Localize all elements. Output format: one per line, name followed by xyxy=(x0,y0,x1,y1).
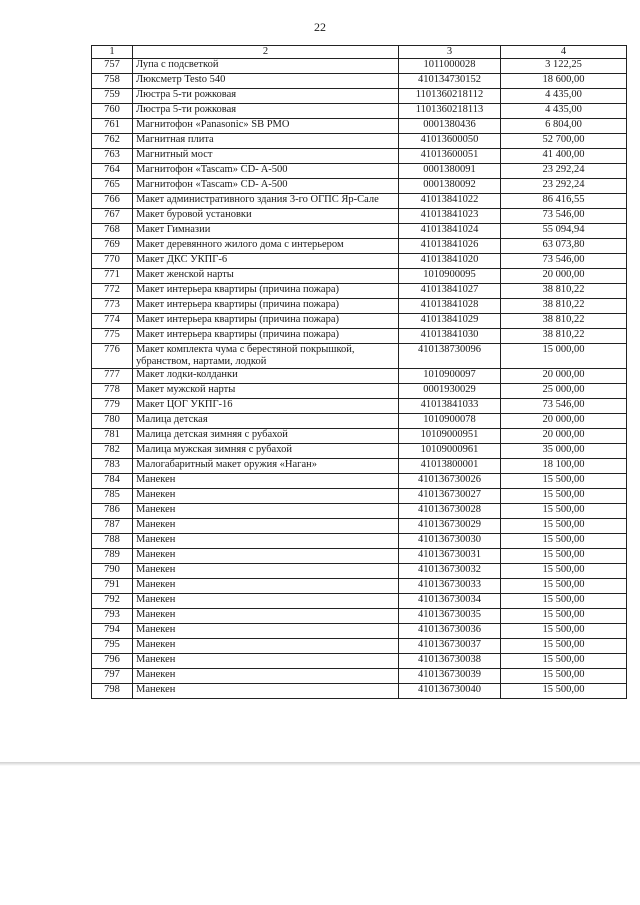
cost-cell: 38 810,22 xyxy=(501,314,627,329)
table-row xyxy=(92,684,627,699)
item-name-cell: Манекен xyxy=(133,684,399,699)
table-row xyxy=(92,209,627,224)
row-number-cell: 765 xyxy=(92,179,133,194)
row-number-cell: 797 xyxy=(92,669,133,684)
item-name-cell: Макет интерьера квартиры (причина пожара) xyxy=(133,284,399,299)
cost-cell: 4 435,00 xyxy=(501,104,627,119)
table-row xyxy=(92,639,627,654)
item-name-cell: Магнитофон «Panasonic» SB PMO xyxy=(133,119,399,134)
inventory-code-cell: 410136730030 xyxy=(399,534,501,549)
page-number: 22 xyxy=(314,20,326,34)
row-number-cell: 790 xyxy=(92,564,133,579)
item-name-cell: Манекен xyxy=(133,609,399,624)
inventory-code-cell: 41013841026 xyxy=(399,239,501,254)
table-row xyxy=(92,369,627,384)
row-number-cell: 763 xyxy=(92,149,133,164)
inventory-code-cell: 410134730152 xyxy=(399,74,501,89)
table-row xyxy=(92,254,627,269)
table-row xyxy=(92,579,627,594)
table-row xyxy=(92,549,627,564)
table-row xyxy=(92,89,627,104)
cost-cell: 38 810,22 xyxy=(501,299,627,314)
table-row xyxy=(92,414,627,429)
inventory-code-cell: 410136730038 xyxy=(399,654,501,669)
inventory-code-cell: 10109000951 xyxy=(399,429,501,444)
row-number-cell: 778 xyxy=(92,384,133,399)
cost-cell: 15 500,00 xyxy=(501,654,627,669)
item-name-cell: Малица мужская зимняя с рубахой xyxy=(133,444,399,459)
table-row xyxy=(92,564,627,579)
table-row xyxy=(92,134,627,149)
item-name-cell: Малица детская xyxy=(133,414,399,429)
item-name-cell: Люксметр Testo 540 xyxy=(133,74,399,89)
inventory-code-cell: 41013600051 xyxy=(399,149,501,164)
row-number-cell: 759 xyxy=(92,89,133,104)
row-number-cell: 760 xyxy=(92,104,133,119)
row-number-cell: 769 xyxy=(92,239,133,254)
item-name-cell: Макет женской нарты xyxy=(133,269,399,284)
cost-cell: 23 292,24 xyxy=(501,164,627,179)
cost-cell: 15 000,00 xyxy=(501,344,627,369)
table-row xyxy=(92,594,627,609)
cost-cell: 38 810,22 xyxy=(501,284,627,299)
inventory-code-cell: 410136730028 xyxy=(399,504,501,519)
cost-cell: 20 000,00 xyxy=(501,429,627,444)
row-number-cell: 762 xyxy=(92,134,133,149)
row-number-cell: 782 xyxy=(92,444,133,459)
table-row xyxy=(92,299,627,314)
row-number-cell: 758 xyxy=(92,74,133,89)
inventory-code-cell: 410136730032 xyxy=(399,564,501,579)
cost-cell: 52 700,00 xyxy=(501,134,627,149)
cost-cell: 73 546,00 xyxy=(501,399,627,414)
table-row xyxy=(92,74,627,89)
table-row xyxy=(92,329,627,344)
item-name-cell: Манекен xyxy=(133,504,399,519)
cost-cell: 15 500,00 xyxy=(501,564,627,579)
item-name-cell: Манекен xyxy=(133,669,399,684)
table-row xyxy=(92,519,627,534)
table-row xyxy=(92,239,627,254)
page-edge xyxy=(0,762,640,766)
item-name-cell: Макет деревянного жилого дома с интерьером xyxy=(133,239,399,254)
table-row xyxy=(92,59,627,74)
item-name-cell: Макет интерьера квартиры (причина пожара) xyxy=(133,299,399,314)
table-row xyxy=(92,534,627,549)
cost-cell: 15 500,00 xyxy=(501,549,627,564)
cost-cell: 63 073,80 xyxy=(501,239,627,254)
row-number-cell: 786 xyxy=(92,504,133,519)
row-number-cell: 785 xyxy=(92,489,133,504)
inventory-code-cell: 410136730031 xyxy=(399,549,501,564)
table-row xyxy=(92,624,627,639)
row-number-cell: 798 xyxy=(92,684,133,699)
item-name-cell: Манекен xyxy=(133,519,399,534)
row-number-cell: 784 xyxy=(92,474,133,489)
inventory-code-cell: 41013841024 xyxy=(399,224,501,239)
item-name-cell: Малица детская зимняя с рубахой xyxy=(133,429,399,444)
table-row xyxy=(92,399,627,414)
row-number-cell: 774 xyxy=(92,314,133,329)
item-name-cell: Манекен xyxy=(133,564,399,579)
inventory-code-cell: 0001380092 xyxy=(399,179,501,194)
item-name-cell: Люстра 5-ти рожковая xyxy=(133,104,399,119)
item-name-cell: Макет интерьера квартиры (причина пожара) xyxy=(133,329,399,344)
cost-cell: 20 000,00 xyxy=(501,414,627,429)
row-number-cell: 781 xyxy=(92,429,133,444)
row-number-cell: 768 xyxy=(92,224,133,239)
cost-cell: 15 500,00 xyxy=(501,684,627,699)
item-name-cell: Макет Гимназии xyxy=(133,224,399,239)
cost-cell: 3 122,25 xyxy=(501,59,627,74)
item-name-cell: Макет административного здания 3-го ОГПС Яр-Сале xyxy=(133,194,399,209)
inventory-code-cell: 41013841033 xyxy=(399,399,501,414)
inventory-table xyxy=(91,45,627,699)
header-row xyxy=(92,46,627,59)
table-row xyxy=(92,444,627,459)
table-row xyxy=(92,269,627,284)
column-header-cost: 4 xyxy=(501,46,627,59)
inventory-code-cell: 410136730027 xyxy=(399,489,501,504)
inventory-code-cell: 41013841023 xyxy=(399,209,501,224)
table-row xyxy=(92,119,627,134)
item-name-cell: Манекен xyxy=(133,474,399,489)
cost-cell: 15 500,00 xyxy=(501,519,627,534)
inventory-code-cell: 41013841027 xyxy=(399,284,501,299)
item-name-cell: Лупа с подсветкой xyxy=(133,59,399,74)
table-row xyxy=(92,384,627,399)
inventory-code-cell: 41013841030 xyxy=(399,329,501,344)
item-name-cell: Макет лодки-колданки xyxy=(133,369,399,384)
table-row xyxy=(92,504,627,519)
table-row xyxy=(92,609,627,624)
row-number-cell: 796 xyxy=(92,654,133,669)
table-row xyxy=(92,344,627,369)
item-name-cell: Магнитная плита xyxy=(133,134,399,149)
cost-cell: 73 546,00 xyxy=(501,254,627,269)
item-name-cell: Люстра 5-ти рожковая xyxy=(133,89,399,104)
item-name-cell: Манекен xyxy=(133,639,399,654)
inventory-code-cell: 410136730029 xyxy=(399,519,501,534)
cost-cell: 20 000,00 xyxy=(501,269,627,284)
cost-cell: 41 400,00 xyxy=(501,149,627,164)
column-header-number: 1 xyxy=(92,46,133,59)
table-header xyxy=(92,46,627,59)
item-name-cell: Макет буровой установки xyxy=(133,209,399,224)
inventory-code-cell: 1010900078 xyxy=(399,414,501,429)
cost-cell: 23 292,24 xyxy=(501,179,627,194)
cost-cell: 6 804,00 xyxy=(501,119,627,134)
cost-cell: 20 000,00 xyxy=(501,369,627,384)
cost-cell: 15 500,00 xyxy=(501,474,627,489)
inventory-code-cell: 41013841020 xyxy=(399,254,501,269)
inventory-code-cell: 0001380436 xyxy=(399,119,501,134)
inventory-code-cell: 410136730033 xyxy=(399,579,501,594)
cost-cell: 15 500,00 xyxy=(501,639,627,654)
row-number-cell: 788 xyxy=(92,534,133,549)
cost-cell: 4 435,00 xyxy=(501,89,627,104)
item-name-cell: Малогабаритный макет оружия «Наган» xyxy=(133,459,399,474)
inventory-code-cell: 410136730026 xyxy=(399,474,501,489)
item-name-cell: Макет мужской нарты xyxy=(133,384,399,399)
inventory-code-cell: 1101360218113 xyxy=(399,104,501,119)
item-name-cell: Манекен xyxy=(133,489,399,504)
inventory-code-cell: 41013841029 xyxy=(399,314,501,329)
cost-cell: 15 500,00 xyxy=(501,489,627,504)
cost-cell: 73 546,00 xyxy=(501,209,627,224)
inventory-code-cell: 41013841022 xyxy=(399,194,501,209)
row-number-cell: 773 xyxy=(92,299,133,314)
cost-cell: 15 500,00 xyxy=(501,504,627,519)
inventory-code-cell: 41013600050 xyxy=(399,134,501,149)
item-name-cell: Манекен xyxy=(133,624,399,639)
cost-cell: 15 500,00 xyxy=(501,624,627,639)
row-number-cell: 780 xyxy=(92,414,133,429)
table-row xyxy=(92,149,627,164)
cost-cell: 15 500,00 xyxy=(501,669,627,684)
table-row xyxy=(92,459,627,474)
row-number-cell: 770 xyxy=(92,254,133,269)
inventory-code-cell: 10109000961 xyxy=(399,444,501,459)
cost-cell: 55 094,94 xyxy=(501,224,627,239)
row-number-cell: 791 xyxy=(92,579,133,594)
row-number-cell: 771 xyxy=(92,269,133,284)
item-name-cell: Магнитный мост xyxy=(133,149,399,164)
table-body xyxy=(92,59,627,699)
item-name-cell: Макет интерьера квартиры (причина пожара) xyxy=(133,314,399,329)
row-number-cell: 766 xyxy=(92,194,133,209)
item-name-cell: Манекен xyxy=(133,594,399,609)
inventory-code-cell: 1010900095 xyxy=(399,269,501,284)
row-number-cell: 794 xyxy=(92,624,133,639)
row-number-cell: 777 xyxy=(92,369,133,384)
row-number-cell: 775 xyxy=(92,329,133,344)
row-number-cell: 776 xyxy=(92,344,133,369)
item-name-cell: Макет ЦОГ УКПГ-16 xyxy=(133,399,399,414)
inventory-code-cell: 0001930029 xyxy=(399,384,501,399)
cost-cell: 15 500,00 xyxy=(501,534,627,549)
table-row xyxy=(92,654,627,669)
table-row xyxy=(92,104,627,119)
cost-cell: 38 810,22 xyxy=(501,329,627,344)
row-number-cell: 792 xyxy=(92,594,133,609)
inventory-code-cell: 41013841028 xyxy=(399,299,501,314)
item-name-cell: Манекен xyxy=(133,579,399,594)
inventory-code-cell: 410136730037 xyxy=(399,639,501,654)
row-number-cell: 779 xyxy=(92,399,133,414)
column-header-inventory-code: 3 xyxy=(399,46,501,59)
cost-cell: 18 100,00 xyxy=(501,459,627,474)
inventory-code-cell: 1101360218112 xyxy=(399,89,501,104)
inventory-code-cell: 410138730096 xyxy=(399,344,501,369)
item-name-cell: Манекен xyxy=(133,534,399,549)
item-name-cell: Макет комплекта чума с берестяной покрышкой, убранством, нартами, лодкой xyxy=(133,344,399,369)
row-number-cell: 761 xyxy=(92,119,133,134)
inventory-code-cell: 410136730040 xyxy=(399,684,501,699)
row-number-cell: 787 xyxy=(92,519,133,534)
item-name-cell: Манекен xyxy=(133,654,399,669)
table-row xyxy=(92,164,627,179)
row-number-cell: 772 xyxy=(92,284,133,299)
table-row xyxy=(92,474,627,489)
inventory-code-cell: 0001380091 xyxy=(399,164,501,179)
item-name-cell: Макет ДКС УКПГ-6 xyxy=(133,254,399,269)
row-number-cell: 789 xyxy=(92,549,133,564)
table-row xyxy=(92,179,627,194)
cost-cell: 15 500,00 xyxy=(501,609,627,624)
table-row xyxy=(92,314,627,329)
table-row xyxy=(92,194,627,209)
inventory-code-cell: 410136730036 xyxy=(399,624,501,639)
row-number-cell: 764 xyxy=(92,164,133,179)
row-number-cell: 767 xyxy=(92,209,133,224)
row-number-cell: 757 xyxy=(92,59,133,74)
inventory-code-cell: 1010900097 xyxy=(399,369,501,384)
table-row xyxy=(92,669,627,684)
inventory-code-cell: 410136730034 xyxy=(399,594,501,609)
item-name-cell: Магнитофон «Tascam» CD- A-500 xyxy=(133,164,399,179)
table-row xyxy=(92,224,627,239)
column-header-name: 2 xyxy=(133,46,399,59)
inventory-code-cell: 1011000028 xyxy=(399,59,501,74)
row-number-cell: 793 xyxy=(92,609,133,624)
inventory-code-cell: 41013800001 xyxy=(399,459,501,474)
inventory-code-cell: 410136730035 xyxy=(399,609,501,624)
cost-cell: 15 500,00 xyxy=(501,594,627,609)
cost-cell: 86 416,55 xyxy=(501,194,627,209)
cost-cell: 35 000,00 xyxy=(501,444,627,459)
table-row xyxy=(92,284,627,299)
row-number-cell: 795 xyxy=(92,639,133,654)
item-name-cell: Манекен xyxy=(133,549,399,564)
cost-cell: 25 000,00 xyxy=(501,384,627,399)
item-name-cell: Магнитофон «Tascam» CD- A-500 xyxy=(133,179,399,194)
cost-cell: 15 500,00 xyxy=(501,579,627,594)
table-row xyxy=(92,489,627,504)
cost-cell: 18 600,00 xyxy=(501,74,627,89)
table-row xyxy=(92,429,627,444)
inventory-code-cell: 410136730039 xyxy=(399,669,501,684)
row-number-cell: 783 xyxy=(92,459,133,474)
